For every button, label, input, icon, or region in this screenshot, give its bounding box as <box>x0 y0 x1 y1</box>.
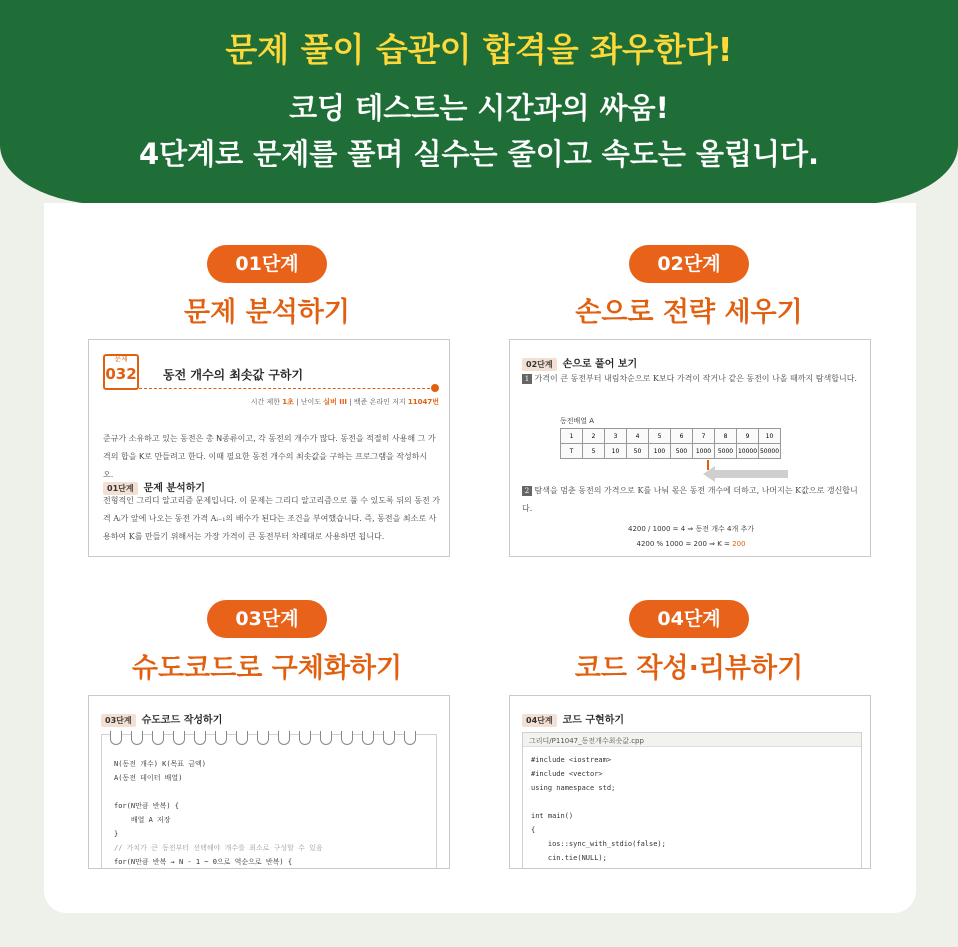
array-index-cell: 5 <box>649 429 671 444</box>
array-value-cell: 10 <box>605 444 627 459</box>
analysis-text: 전형적인 그리디 알고리즘 문제입니다. 이 문제는 그리디 알고리즘으로 풀 수 있도록 뒤의 동전 가격 Aᵢ가 앞에 나오는 동전 가격 Aᵢ₋₁의 배수가 된다는 조건을 부여했습니다. 즉, 동전을 최소로 사용하여 K를 만들기 위해서는 가장 가격이 큰 동전부터 차례대로 사용하면 됩니다. <box>103 496 440 541</box>
code-line: int main() <box>531 812 574 820</box>
array-index-cell: 3 <box>605 429 627 444</box>
strategy-panel <box>509 339 871 557</box>
code-line <box>114 785 323 799</box>
subheadline-1: 코딩 테스트는 시간과의 싸움! <box>289 91 669 125</box>
ring-icon <box>257 731 269 745</box>
strategy-step-2: 2 탐색을 멈춘 동전의 가격으로 K를 나눠 몫은 동전 개수에 더하고, 나머지는 K값으로 갱신합니다. <box>522 486 858 513</box>
ring-icon <box>194 731 206 745</box>
code-line: N(동전 개수) K(목표 금액) <box>114 760 207 768</box>
array-index-cell: 7 <box>693 429 715 444</box>
code-line: // 가치가 큰 동전부터 선택해야 개수를 최소로 구성할 수 있음 <box>114 844 323 852</box>
code-line: } <box>114 830 119 838</box>
array-index-cell: 1 <box>561 429 583 444</box>
arrow-head-icon <box>703 466 715 482</box>
array-index-cell: 8 <box>715 429 737 444</box>
array-index-cell: 2 <box>583 429 605 444</box>
problem-description: 준규가 소유하고 있는 동전은 총 N종류이고, 각 동전의 개수가 많다. 동전을 적절히 사용해 그 가격의 합을 K로 만들려고 한다. 이때 필요한 동전 개수의 최솟값을 구하는 프로그램을 작성하시오. <box>103 434 436 479</box>
source-code <box>531 753 666 865</box>
ring-icon <box>278 731 290 745</box>
problem-title: 동전 개수의 최솟값 구하기 <box>163 368 304 382</box>
ring-icon <box>131 731 143 745</box>
code-line <box>531 795 666 809</box>
code-line: #include <iostream> <box>531 756 612 764</box>
code-line: for(N만큼 반복) { <box>114 802 179 810</box>
array-value-cell: 1000 <box>693 444 715 459</box>
code-line: for(N만큼 반복 → N - 1 ~ 0으로 역순으로 반복) { <box>114 858 293 866</box>
calc-line-1: 4200 / 1000 = 4 ⇒ 동전 개수 4개 추가 <box>628 525 754 533</box>
code-panel <box>509 695 871 869</box>
ring-icon <box>299 731 311 745</box>
code-line: cin.tie(NULL); <box>531 854 607 862</box>
array-index-cell: 10 <box>759 429 781 444</box>
array-value-cell: 500 <box>671 444 693 459</box>
code-line: ios::sync_with_stdio(false); <box>531 840 666 848</box>
stage-4-badge: 04단계 <box>629 600 749 638</box>
array-value-cell: T <box>561 444 583 459</box>
calc-line-2: 4200 % 1000 = 200 ⇒ K = 200 <box>636 540 746 548</box>
code-line: using namespace std; <box>531 784 616 792</box>
pseudocode-panel <box>88 695 450 869</box>
ring-icon <box>215 731 227 745</box>
code-editor <box>522 732 862 869</box>
ring-icon <box>152 731 164 745</box>
code-line: #include <vector> <box>531 770 603 778</box>
array-value-cell: 50000 <box>759 444 781 459</box>
strategy-step-1: 1 가격이 큰 동전부터 내림차순으로 K보다 가격이 작거나 같은 동전이 나올 때까지 탐색합니다. <box>522 370 862 388</box>
ring-icon <box>362 731 374 745</box>
divider-dot <box>431 384 439 392</box>
pointer-marker <box>707 460 709 470</box>
array-index-cell: 6 <box>671 429 693 444</box>
ring-icon <box>404 731 416 745</box>
ring-icon <box>383 731 395 745</box>
stage-1-title: 문제 분석하기 <box>184 297 350 328</box>
file-name: 그리디/P11047_동전개수최솟값.cpp <box>523 733 861 747</box>
stage-3-title: 슈도코드로 구체화하기 <box>131 653 403 684</box>
code-line: { <box>531 826 536 834</box>
stage-3-badge: 03단계 <box>207 600 327 638</box>
problem-meta: 시간 제한 1초 | 난이도 실버 III | 백준 온라인 저지 11047번 <box>250 398 439 406</box>
ring-icon <box>173 731 185 745</box>
stage-2-title: 손으로 전략 세우기 <box>575 297 803 328</box>
problem-number-icon: 문제 032 <box>103 354 139 390</box>
array-index-cell: 9 <box>737 429 759 444</box>
array-label: 동전배열 A <box>560 417 595 425</box>
divider <box>139 388 435 389</box>
pseudocode-text <box>114 757 323 869</box>
ring-icon <box>236 731 248 745</box>
ring-icon <box>320 731 332 745</box>
subheadline-2: 4단계로 문제를 풀며 실수는 줄이고 속도는 올립니다. <box>138 137 820 171</box>
panel-header: 03단계 슈도코드 작성하기 <box>101 708 222 727</box>
problem-panel <box>88 339 450 557</box>
panel-header: 02단계 손으로 풀어 보기 <box>522 352 637 371</box>
code-line: A(동전 데이터 배열) <box>114 774 183 782</box>
array-value-cell: 50 <box>627 444 649 459</box>
headline: 문제 풀이 습관이 합격을 좌우한다! <box>225 30 733 69</box>
coin-array <box>560 428 781 459</box>
step-header: 01단계 문제 분석하기 <box>103 476 205 495</box>
array-value-cell: 10000 <box>737 444 759 459</box>
array-value-cell: 5 <box>583 444 605 459</box>
array-value-cell: 100 <box>649 444 671 459</box>
panel-header: 04단계 코드 구현하기 <box>522 708 624 727</box>
search-arrow <box>713 470 788 478</box>
stage-1-badge: 01단계 <box>207 245 327 283</box>
notepad <box>101 734 437 869</box>
ring-icon <box>110 731 122 745</box>
stage-2-badge: 02단계 <box>629 245 749 283</box>
code-line: 배열 A 저장 <box>114 816 171 824</box>
ring-icon <box>341 731 353 745</box>
array-index-cell: 4 <box>627 429 649 444</box>
stage-4-title: 코드 작성·리뷰하기 <box>574 653 804 684</box>
array-value-cell: 5000 <box>715 444 737 459</box>
